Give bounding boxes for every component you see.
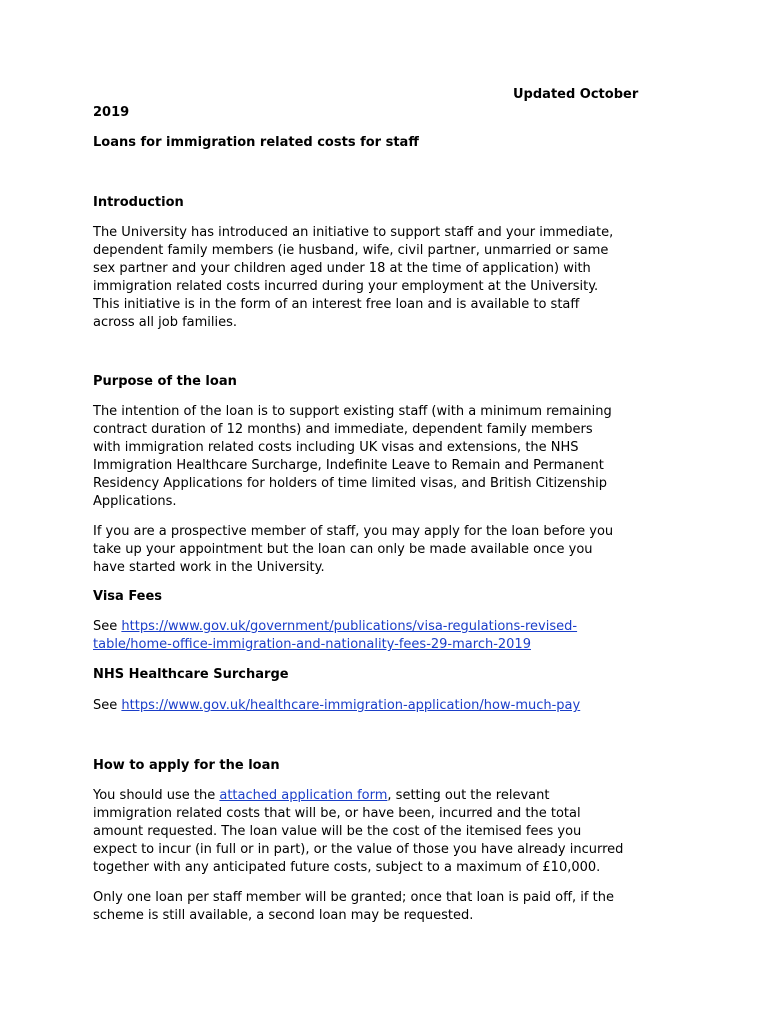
paragraph-line: have started work in the University. [93, 560, 325, 575]
paragraph-line: sex partner and your children aged under 18 at the time of application) with [93, 261, 591, 276]
apply-paragraph-2 [93, 889, 614, 925]
paragraph-line: expect to incur (in full or in part), or the value of those you have already incurred [93, 842, 624, 857]
paragraph-line: across all job families. [93, 315, 238, 330]
apply-section [93, 757, 280, 775]
page-title: Loans for immigration related costs for staff [93, 135, 419, 150]
updated-date-part1: Updated October [513, 87, 639, 102]
paragraph-line: immigration related costs incurred during your employment at the University. [93, 279, 599, 294]
visa-fees-link-continued[interactable]: table/home-office-immigration-and-nationality-fees-29-march-2019 [93, 637, 531, 652]
paragraph-line: scheme is still available, a second loan may be requested. [93, 908, 474, 923]
see-label: See [93, 698, 122, 713]
visa-fees-paragraph [93, 618, 577, 654]
introduction-heading: Introduction [93, 195, 184, 210]
apply-suffix: , setting out the relevant [387, 788, 550, 803]
paragraph-line: This initiative is in the form of an interest free loan and is available to staff [93, 297, 580, 312]
visa-fees-section [93, 588, 162, 606]
visa-fees-link[interactable]: https://www.gov.uk/government/publications/visa-regulations-revised- [121, 619, 578, 634]
paragraph-line: Residency Applications for holders of time limited visas, and British Citizenship [93, 476, 608, 491]
nhs-paragraph [93, 697, 580, 715]
paragraph-line: contract duration of 12 months) and immediate, dependent family members [93, 422, 593, 437]
apply-line-1 [93, 787, 623, 805]
nhs-surcharge-link[interactable]: https://www.gov.uk/healthcare-immigration-application/how-much-pay [121, 698, 581, 713]
apply-prefix: You should use the [93, 788, 220, 803]
purpose-paragraph-2 [93, 523, 613, 577]
paragraph-line: immigration related costs that will be, or have been, incurred and the total [93, 806, 581, 821]
paragraph-line: amount requested. The loan value will be the cost of the itemised fees you [93, 824, 582, 839]
paragraph-line: dependent family members (ie husband, wife, civil partner, unmarried or same [93, 243, 609, 258]
paragraph-line: The University has introduced an initiative to support staff and your immediate, [93, 225, 614, 240]
visa-fees-line-2 [93, 636, 577, 654]
paragraph-line: Only one loan per staff member will be granted; once that loan is paid off, if the [93, 890, 614, 905]
apply-heading: How to apply for the loan [93, 758, 280, 773]
purpose-paragraph-1 [93, 403, 612, 511]
nhs-heading: NHS Healthcare Surcharge [93, 667, 289, 682]
nhs-section [93, 666, 289, 684]
see-label: See [93, 619, 122, 634]
paragraph-line: take up your appointment but the loan can only be made available once you [93, 542, 593, 557]
visa-fees-line-1 [93, 618, 577, 636]
introduction-section [93, 194, 184, 212]
visa-fees-heading: Visa Fees [93, 589, 163, 604]
paragraph-line: If you are a prospective member of staff, you may apply for the loan before you [93, 524, 614, 539]
updated-date-part2: 2019 [93, 105, 130, 120]
introduction-paragraph [93, 224, 613, 332]
paragraph-line: Immigration Healthcare Surcharge, Indefinite Leave to Remain and Permanent [93, 458, 604, 473]
paragraph-line: with immigration related costs including UK visas and extensions, the NHS [93, 440, 579, 455]
purpose-section [93, 373, 237, 391]
paragraph-line: together with any anticipated future costs, subject to a maximum of £10,000. [93, 860, 601, 875]
nhs-line [93, 697, 580, 715]
application-form-link[interactable]: attached application form [219, 788, 388, 803]
apply-paragraph-1 [93, 787, 623, 877]
purpose-heading: Purpose of the loan [93, 374, 237, 389]
paragraph-line: The intention of the loan is to support existing staff (with a minimum remaining [93, 404, 612, 419]
paragraph-line: Applications. [93, 494, 177, 509]
